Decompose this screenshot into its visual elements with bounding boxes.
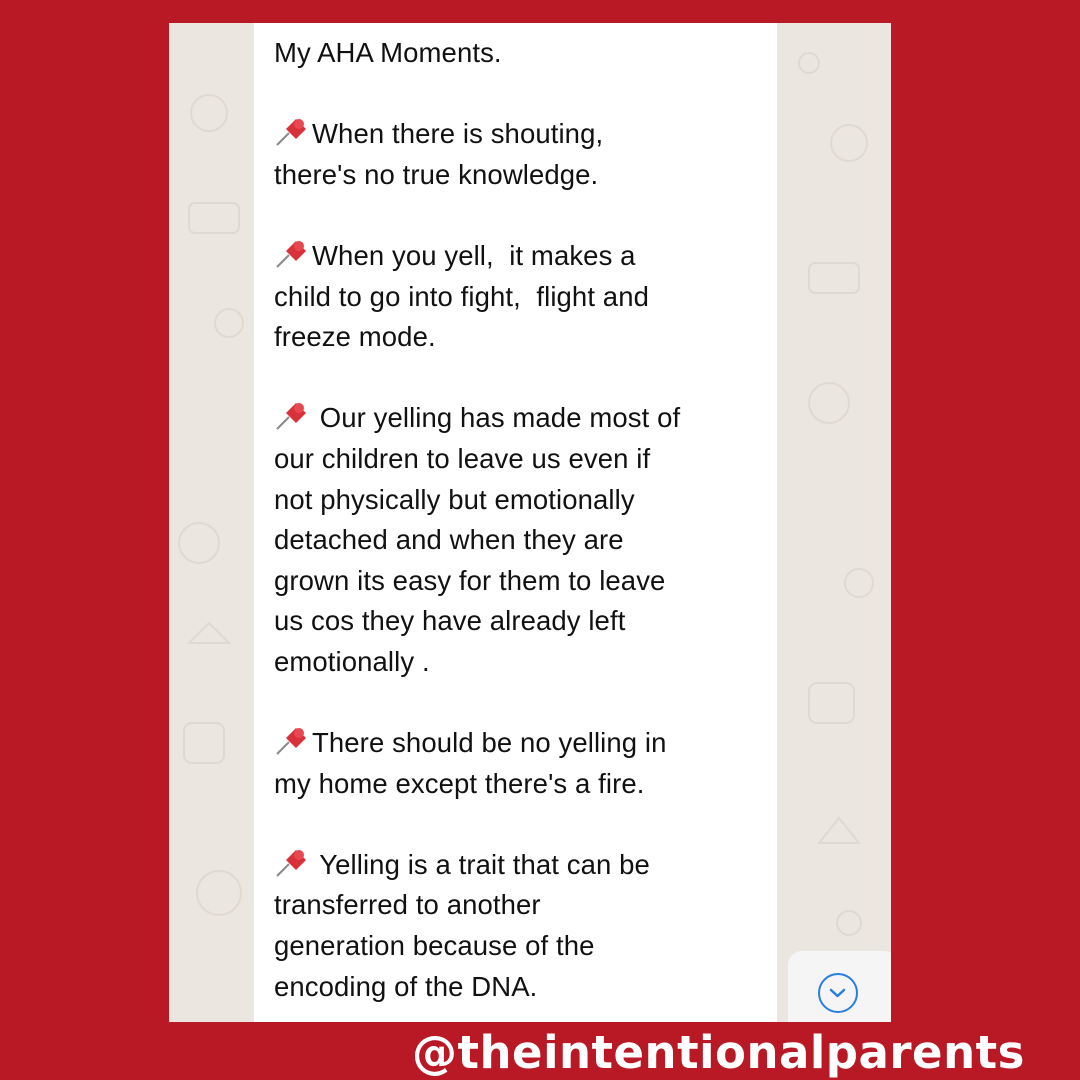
point-5-line-1: Yelling is a trait that can be [274, 845, 767, 886]
message-bubble [254, 23, 777, 1022]
pushpin-icon [274, 401, 308, 431]
point-4-line-1: There should be no yelling in [274, 723, 767, 764]
pushpin-icon [274, 117, 308, 147]
pushpin-icon [274, 726, 308, 756]
point-1-line-1: When there is shouting, [274, 114, 767, 155]
pushpin-icon [274, 239, 308, 269]
watermark-handle: @theintentionalparents [412, 1026, 1025, 1079]
pushpin-icon [274, 848, 308, 878]
point-2-line-1: When you yell, it makes a [274, 236, 767, 277]
point-3-line-1: Our yelling has made most of [274, 398, 767, 439]
message-text: My AHA Moments. When there is shouting, there's no true knowledge. When you yell, it makes a child to go into fight, flight and freeze mode. Our yelling has made most of our children to leave us even if not physically but emotionally detached and when they are grown its easy for them to leave us cos they have already left emotionally . There should be no yelling in my home except there's a fire. Yelling is a trait that can be transferred to another generation because of the encoding of the DNA. [274, 33, 767, 1007]
chat-screenshot [169, 23, 891, 1022]
chevron-down-circle-icon [818, 973, 858, 1013]
scroll-to-bottom-button[interactable] [788, 951, 891, 1022]
message-title: My AHA Moments. [274, 37, 502, 68]
